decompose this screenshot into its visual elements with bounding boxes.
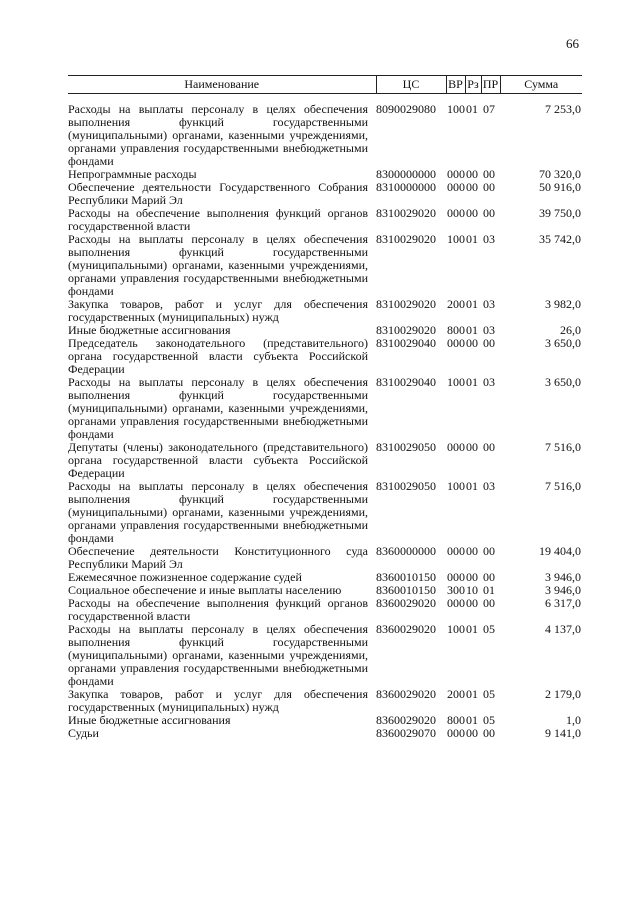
- cell-rz: 01: [466, 479, 478, 493]
- cell-pr: 01: [483, 583, 495, 597]
- cell-sum: 2 179,0: [545, 687, 581, 701]
- cell-vr: 800: [447, 323, 465, 337]
- cell-vr: 100: [447, 375, 465, 389]
- cell-sum: 9 141,0: [545, 726, 581, 740]
- cell-cs: 8360029070: [376, 726, 436, 740]
- cell-vr: 000: [447, 726, 465, 740]
- table-row: [68, 688, 582, 714]
- cell-name: Расходы на обеспечение выполнения функций органов государственной власти: [68, 206, 368, 233]
- cell-pr: 00: [483, 206, 495, 220]
- cell-name: Ежемесячное пожизненное содержание судей: [68, 570, 302, 584]
- cell-rz: 01: [466, 375, 478, 389]
- cell-name: Обеспечение деятельности Государственного Собрания Республики Марий Эл: [68, 180, 368, 207]
- cell-sum: 70 320,0: [539, 167, 581, 181]
- cell-name: Закупка товаров, работ и услуг для обеспечения государственных (муниципальных) нужд: [68, 297, 368, 324]
- cell-name: Непрограммные расходы: [68, 167, 197, 181]
- table-row: [68, 623, 582, 688]
- cell-cs: 8310029020: [376, 232, 436, 246]
- cell-pr: 00: [483, 167, 495, 181]
- cell-sum: 7 253,0: [545, 102, 581, 116]
- table-row: [68, 233, 582, 298]
- cell-cs: 8300000000: [376, 167, 436, 181]
- cell-vr: 000: [447, 440, 465, 454]
- cell-vr: 100: [447, 232, 465, 246]
- table-row: [68, 298, 582, 324]
- table-row: [68, 597, 582, 623]
- cell-vr: 300: [447, 583, 465, 597]
- cell-sum: 3 650,0: [545, 336, 581, 350]
- table-row: [68, 727, 582, 740]
- cell-name: Председатель законодательного (представительного) органа государственной власти субъекта Российской Федерации: [68, 336, 368, 376]
- cell-sum: 1,0: [566, 713, 581, 727]
- cell-sum: 7 516,0: [545, 479, 581, 493]
- cell-vr: 000: [447, 336, 465, 350]
- cell-rz: 00: [466, 440, 478, 454]
- cell-vr: 000: [447, 167, 465, 181]
- cell-cs: 8360010150: [376, 583, 436, 597]
- column-header-vr: ВР: [446, 76, 465, 94]
- cell-cs: 8360029020: [376, 596, 436, 610]
- cell-name: Депутаты (члены) законодательного (представительного) органа государственной власти субъекта Российской Федерации: [68, 440, 368, 480]
- cell-pr: 03: [483, 479, 495, 493]
- cell-cs: 8310029020: [376, 323, 436, 337]
- cell-name: Обеспечение деятельности Конституционного суда Республики Марий Эл: [68, 544, 368, 571]
- table-row: [68, 545, 582, 571]
- cell-name: Расходы на выплаты персоналу в целях обеспечения выполнения функций государственными (муниципальными) органами, казенными учреждениями, органами управления государственными внебюджетными фондами: [68, 375, 368, 441]
- cell-rz: 01: [466, 297, 478, 311]
- cell-name: Расходы на выплаты персоналу в целях обеспечения выполнения функций государственными (муниципальными) органами, казенными учреждениями, органами управления государственными внебюджетными фондами: [68, 232, 368, 298]
- cell-pr: 00: [483, 440, 495, 454]
- cell-pr: 05: [483, 687, 495, 701]
- cell-vr: 100: [447, 622, 465, 636]
- cell-name: Закупка товаров, работ и услуг для обеспечения государственных (муниципальных) нужд: [68, 687, 368, 714]
- table-row: [68, 337, 582, 376]
- table-header-row: [68, 76, 582, 94]
- cell-name: Иные бюджетные ассигнования: [68, 713, 231, 727]
- cell-name: Расходы на обеспечение выполнения функций органов государственной власти: [68, 596, 368, 623]
- cell-rz: 01: [466, 232, 478, 246]
- cell-rz: 01: [466, 713, 478, 727]
- cell-rz: 01: [466, 323, 478, 337]
- cell-vr: 100: [447, 102, 465, 116]
- cell-sum: 3 946,0: [545, 570, 581, 584]
- cell-sum: 7 516,0: [545, 440, 581, 454]
- cell-cs: 8310000000: [376, 180, 436, 194]
- cell-sum: 39 750,0: [539, 206, 581, 220]
- cell-name: Иные бюджетные ассигнования: [68, 323, 231, 337]
- cell-rz: 10: [466, 583, 478, 597]
- column-header-rz: Рз: [465, 76, 481, 94]
- table-row: [68, 94, 582, 169]
- cell-vr: 000: [447, 180, 465, 194]
- cell-rz: 01: [466, 622, 478, 636]
- cell-cs: 8310029050: [376, 479, 436, 493]
- cell-cs: 8310029020: [376, 206, 436, 220]
- cell-cs: 8360029020: [376, 713, 436, 727]
- cell-rz: 01: [466, 102, 478, 116]
- cell-pr: 00: [483, 336, 495, 350]
- cell-vr: 000: [447, 544, 465, 558]
- column-header-cs: ЦС: [376, 76, 446, 94]
- cell-rz: 00: [466, 167, 478, 181]
- table-row: [68, 480, 582, 545]
- cell-cs: 8090029080: [376, 102, 436, 116]
- column-header-pr: ПР: [481, 76, 500, 94]
- cell-rz: 00: [466, 570, 478, 584]
- cell-rz: 01: [466, 687, 478, 701]
- cell-cs: 8310029040: [376, 375, 436, 389]
- table-row: [68, 181, 582, 207]
- table-body: [68, 94, 582, 741]
- cell-rz: 00: [466, 726, 478, 740]
- cell-pr: 03: [483, 323, 495, 337]
- cell-name: Расходы на выплаты персоналу в целях обеспечения выполнения функций государственными (муниципальными) органами, казенными учреждениями, органами управления государственными внебюджетными фондами: [68, 102, 368, 168]
- cell-sum: 3 946,0: [545, 583, 581, 597]
- budget-table: [68, 75, 582, 740]
- cell-sum: 19 404,0: [539, 544, 581, 558]
- table-row: [68, 441, 582, 480]
- cell-vr: 000: [447, 596, 465, 610]
- cell-pr: 07: [483, 102, 495, 116]
- cell-pr: 03: [483, 297, 495, 311]
- cell-rz: 00: [466, 180, 478, 194]
- cell-sum: 3 650,0: [545, 375, 581, 389]
- cell-pr: 05: [483, 713, 495, 727]
- cell-rz: 00: [466, 596, 478, 610]
- cell-cs: 8310029040: [376, 336, 436, 350]
- cell-cs: 8360029020: [376, 622, 436, 636]
- cell-cs: 8310029020: [376, 297, 436, 311]
- cell-pr: 03: [483, 232, 495, 246]
- page-number: 66: [566, 36, 579, 51]
- cell-name: Расходы на выплаты персоналу в целях обеспечения выполнения функций государственными (муниципальными) органами, казенными учреждениями, органами управления государственными внебюджетными фондами: [68, 622, 368, 688]
- cell-cs: 8360010150: [376, 570, 436, 584]
- cell-vr: 000: [447, 206, 465, 220]
- cell-pr: 00: [483, 596, 495, 610]
- cell-sum: 4 137,0: [545, 622, 581, 636]
- cell-cs: 8310029050: [376, 440, 436, 454]
- cell-pr: 03: [483, 375, 495, 389]
- table-row: [68, 207, 582, 233]
- cell-name: Социальное обеспечение и иные выплаты населению: [68, 583, 342, 597]
- cell-rz: 00: [466, 336, 478, 350]
- cell-pr: 05: [483, 622, 495, 636]
- cell-rz: 00: [466, 544, 478, 558]
- cell-vr: 100: [447, 479, 465, 493]
- cell-vr: 000: [447, 570, 465, 584]
- cell-cs: 8360000000: [376, 544, 436, 558]
- cell-pr: 00: [483, 544, 495, 558]
- cell-vr: 200: [447, 687, 465, 701]
- cell-sum: 3 982,0: [545, 297, 581, 311]
- column-header-name: Наименование: [68, 76, 376, 94]
- table-row: [68, 376, 582, 441]
- cell-sum: 50 916,0: [539, 180, 581, 194]
- table-row: [68, 714, 582, 727]
- cell-vr: 800: [447, 713, 465, 727]
- column-header-sum: Сумма: [500, 76, 582, 94]
- cell-pr: 00: [483, 726, 495, 740]
- cell-pr: 00: [483, 180, 495, 194]
- cell-rz: 00: [466, 206, 478, 220]
- cell-sum: 35 742,0: [539, 232, 581, 246]
- cell-sum: 26,0: [560, 323, 581, 337]
- cell-sum: 6 317,0: [545, 596, 581, 610]
- cell-vr: 200: [447, 297, 465, 311]
- cell-cs: 8360029020: [376, 687, 436, 701]
- cell-name: Судьи: [68, 726, 99, 740]
- cell-pr: 00: [483, 570, 495, 584]
- cell-name: Расходы на выплаты персоналу в целях обеспечения выполнения функций государственными (муниципальными) органами, казенными учреждениями, органами управления государственными внебюджетными фондами: [68, 479, 368, 545]
